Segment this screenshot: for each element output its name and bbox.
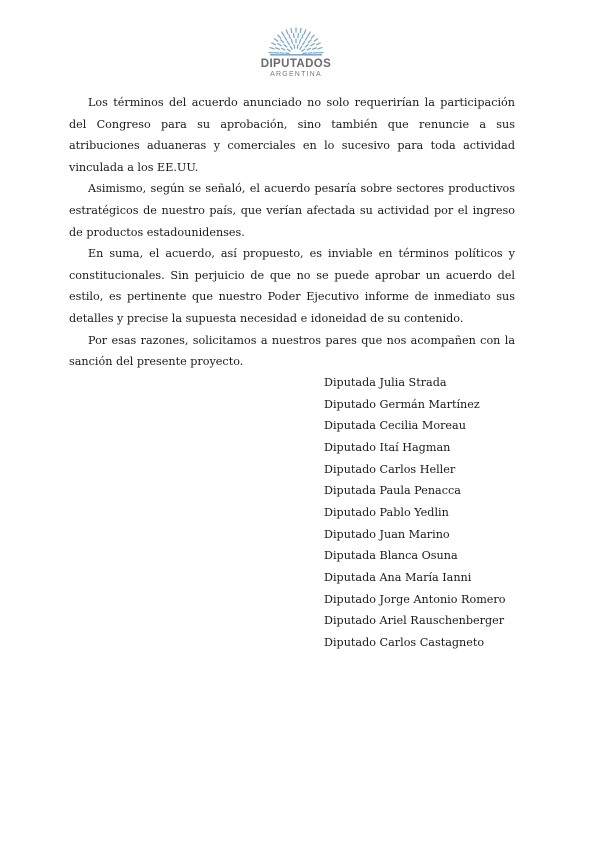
dome-ray	[276, 48, 280, 49]
dome-ray	[305, 45, 308, 47]
dome-ray	[308, 53, 312, 54]
dome-ray	[303, 53, 307, 54]
dome-ray	[311, 35, 314, 38]
paragraph: Asimismo, según se señaló, el acuerdo pesaría sobre sectores productivos estratégicos de nuestro país, que verían afectada su actividad por el ingreso de productos estadounidenses.	[69, 182, 515, 239]
signatory: Diputada Julia Strada	[324, 376, 447, 389]
congress-dome-icon	[268, 26, 324, 56]
signatory: Diputado Pablo Yedlin	[324, 505, 449, 519]
dome-ray	[303, 42, 305, 45]
paragraph: Los términos del acuerdo anunciado no solo requerirían la participación del Congreso para su aprobación, sino también que renuncie a sus atribuciones aduaneras y comerciales en lo sucesivo para toda actividad vinculada a los EE.UU.	[69, 96, 515, 174]
dome-ray	[278, 44, 281, 46]
dome-ray	[286, 53, 290, 54]
dome-ray	[314, 39, 317, 42]
signatory: Diputado Jorge Antonio Romero	[324, 592, 506, 606]
signature-list	[324, 372, 506, 654]
dome-ray	[307, 48, 310, 50]
dome-ray	[311, 44, 314, 46]
paragraph: En suma, el acuerdo, así propuesto, es inviable en términos políticos y constitucionales. Sin perjuicio de que no se puede aprobar un acuerdo del estilo, es pertinente que nuestro Poder Ejecutivo informe de inmediato sus detalles y precise la supuesta necesidad e idoneidad de su contenido.	[69, 247, 515, 325]
dome-ray	[294, 45, 295, 49]
dome-ray	[272, 43, 276, 45]
dome-ray	[318, 48, 322, 49]
signatory: Diputado Ariel Rauschenberger	[324, 614, 505, 628]
dome-ray	[285, 37, 287, 40]
dome-ray	[291, 28, 292, 32]
dome-ray	[302, 49, 305, 51]
signatory: Diputada Cecilia Moreau	[324, 419, 466, 433]
dome-ray	[282, 32, 284, 36]
signatory: Diputado Juan Marino	[324, 527, 450, 541]
dome-ray	[304, 30, 306, 34]
signatory: Diputada Blanca Osuna	[324, 549, 458, 563]
dome-ray	[299, 40, 300, 44]
signatory: Diputada Paula Penacca	[324, 484, 461, 498]
document-body	[69, 92, 515, 373]
dome-ray	[291, 40, 292, 44]
dome-ray	[274, 39, 277, 42]
dome-ray	[302, 35, 303, 39]
dome-ray	[280, 53, 284, 54]
dome-ray	[286, 30, 288, 34]
dome-ray	[313, 48, 317, 49]
dome-ray	[308, 40, 311, 43]
dome-ray	[316, 43, 320, 45]
dome-ray	[300, 46, 302, 49]
dome-ray	[290, 46, 292, 49]
paragraph: Por esas razones, solicitamos a nuestros pares que nos acompañen con la sanción del presente proyecto.	[69, 333, 515, 369]
signatory: Diputado Germán Martínez	[324, 397, 480, 411]
signatory: Diputado Carlos Heller	[324, 462, 456, 476]
dome-ray	[297, 45, 298, 49]
dome-ray	[278, 35, 281, 38]
dome-ray	[308, 32, 310, 36]
dome-ray	[284, 45, 287, 47]
dome-ray	[270, 48, 274, 49]
logo-subtitle: ARGENTINA	[270, 71, 322, 78]
signatory: Diputado Itaí Hagman	[324, 440, 451, 454]
logo-title: DIPUTADOS	[260, 58, 332, 70]
dome-ray	[300, 28, 301, 32]
dome-ray	[281, 48, 284, 50]
dome-ray	[281, 40, 284, 43]
signatory: Diputado Carlos Castagneto	[324, 635, 485, 649]
signatory: Diputada Ana María Ianni	[324, 570, 472, 584]
dome-ray	[287, 49, 290, 51]
diputados-logo	[250, 26, 342, 79]
dome-ray	[287, 42, 289, 45]
dome-ray	[305, 37, 307, 40]
dome-base	[270, 54, 322, 56]
dome-ray	[289, 35, 290, 39]
